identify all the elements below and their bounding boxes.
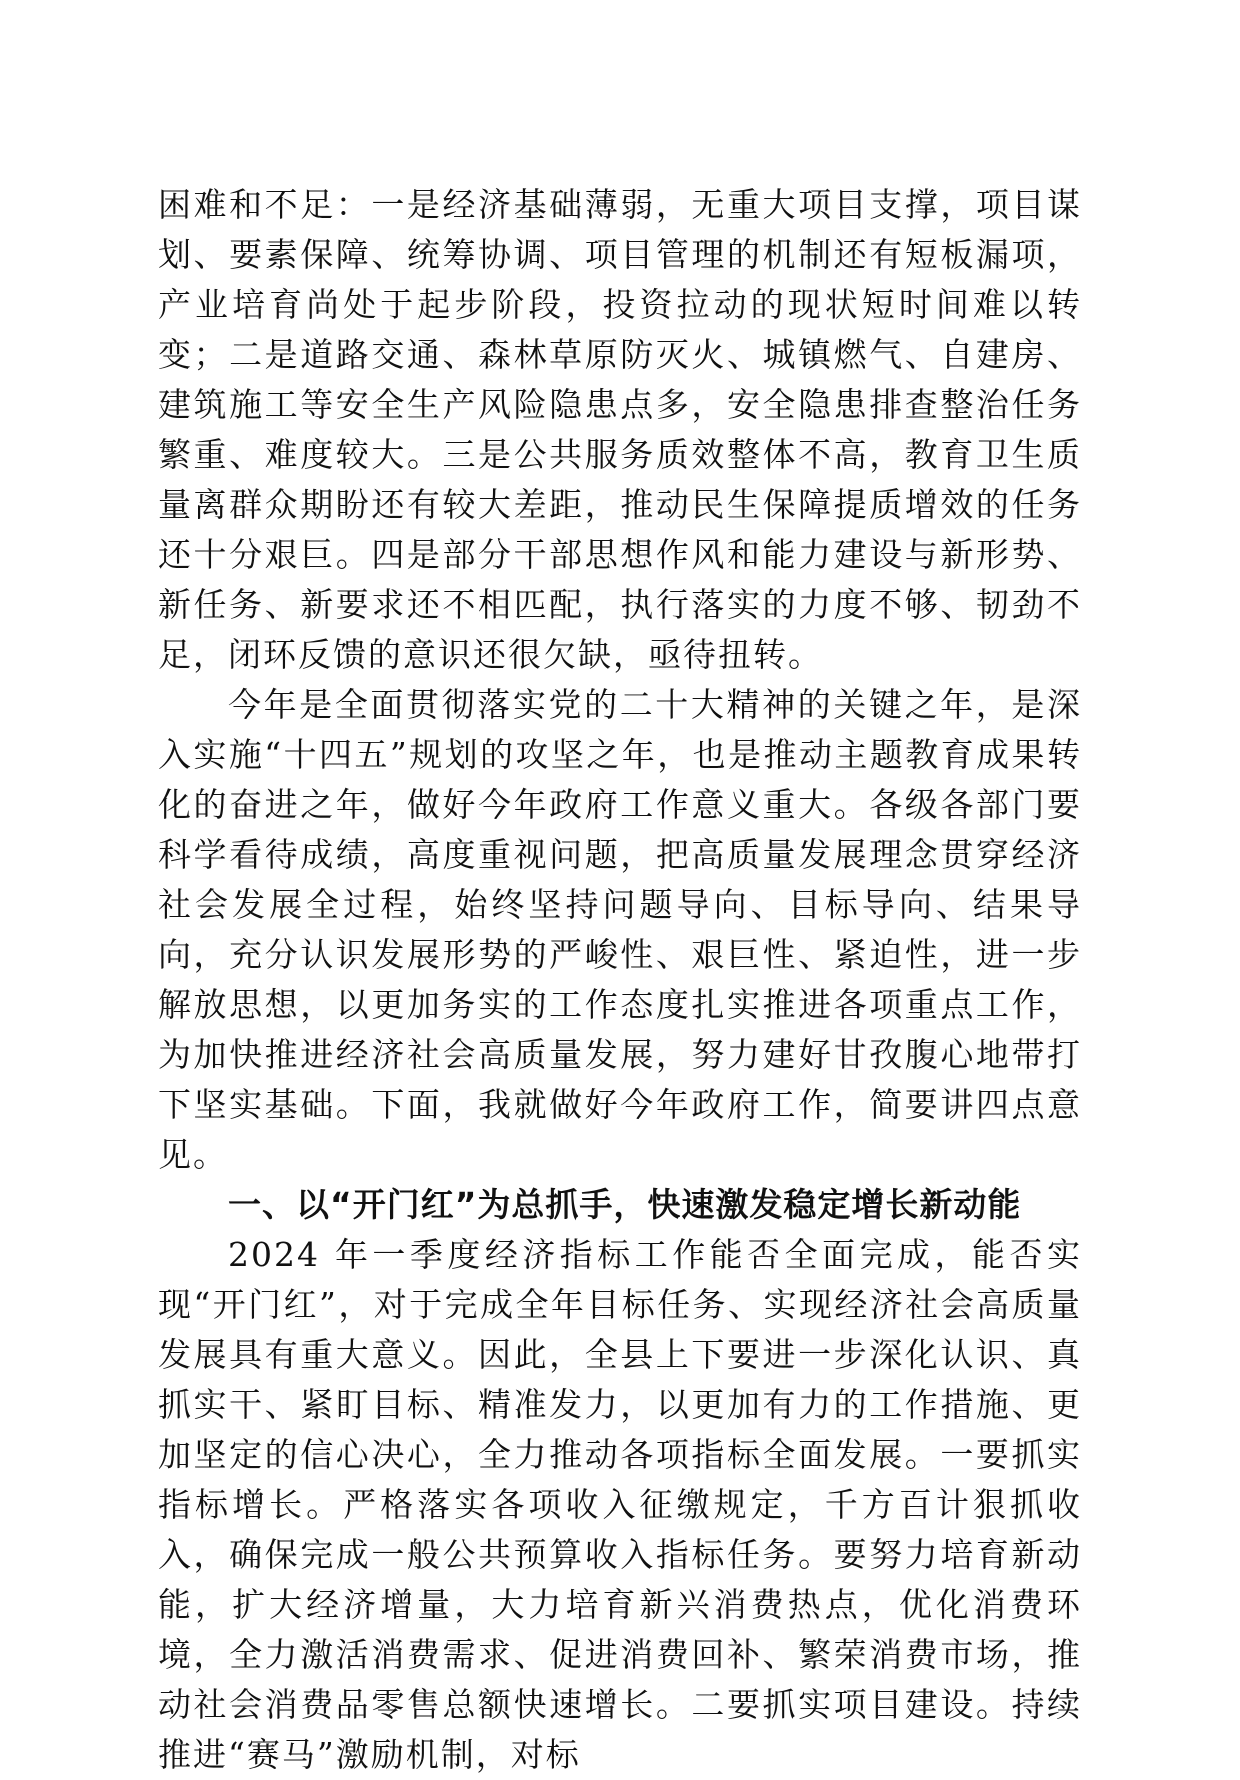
paragraph-this-year: 今年是全面贯彻落实党的二十大精神的关键之年，是深入实施“十四五”规划的攻坚之年，也是推动主题教育成果转化的奋进之年，做好今年政府工作意义重大。各级各部门要科学看待成绩，高度重视问题，把高质量发展理念贯穿经济社会发展全过程，始终坚持问题导向、目标导向、结果导向，充分认识发展形势的严峻性、艰巨性、紧迫性，进一步解放思想，以更加务实的工作态度扎实推进各项重点工作，为加快推进经济社会高质量发展，努力建好甘孜腹心地带打下坚实基础。下面，我就做好今年政府工作，简要讲四点意见。	[158, 685, 1082, 1174]
document-page	[158, 180, 1082, 1780]
section-heading-1: 一、以“开门红”为总抓手，快速激发稳定增长新动能	[228, 1185, 1022, 1224]
paragraph-difficulties: 困难和不足：一是经济基础薄弱，无重大项目支撑，项目谋划、要素保障、统筹协调、项目管理的机制还有短板漏项，产业培育尚处于起步阶段，投资拉动的现状短时间难以转变；二是道路交通、森林草原防灭火、城镇燃气、自建房、建筑施工等安全生产风险隐患点多，安全隐患排查整治任务繁重、难度较大。三是公共服务质效整体不高，教育卫生质量离群众期盼还有较大差距，推动民生保障提质增效的任务还十分艰巨。四是部分干部思想作风和能力建设与新形势、新任务、新要求还不相匹配，执行落实的力度不够、韧劲不足，闭环反馈的意识还很欠缺，亟待扭转。	[158, 185, 1082, 674]
paragraph-first-quarter: 2024 年一季度经济指标工作能否全面完成，能否实现“开门红”，对于完成全年目标任务、实现经济社会高质量发展具有重大意义。因此，全县上下要进一步深化认识、真抓实干、紧盯目标、精准发力，以更加有力的工作措施、更加坚定的信心决心，全力推动各项指标全面发展。一要抓实指标增长。严格落实各项收入征缴规定，千方百计狠抓收入，确保完成一般公共预算收入指标任务。要努力培育新动能，扩大经济增量，大力培育新兴消费热点，优化消费环境，全力激活消费需求、促进消费回补、繁荣消费市场，推动社会消费品零售总额快速增长。二要抓实项目建设。持续推进“赛马”激励机制，对标	[158, 1235, 1082, 1774]
